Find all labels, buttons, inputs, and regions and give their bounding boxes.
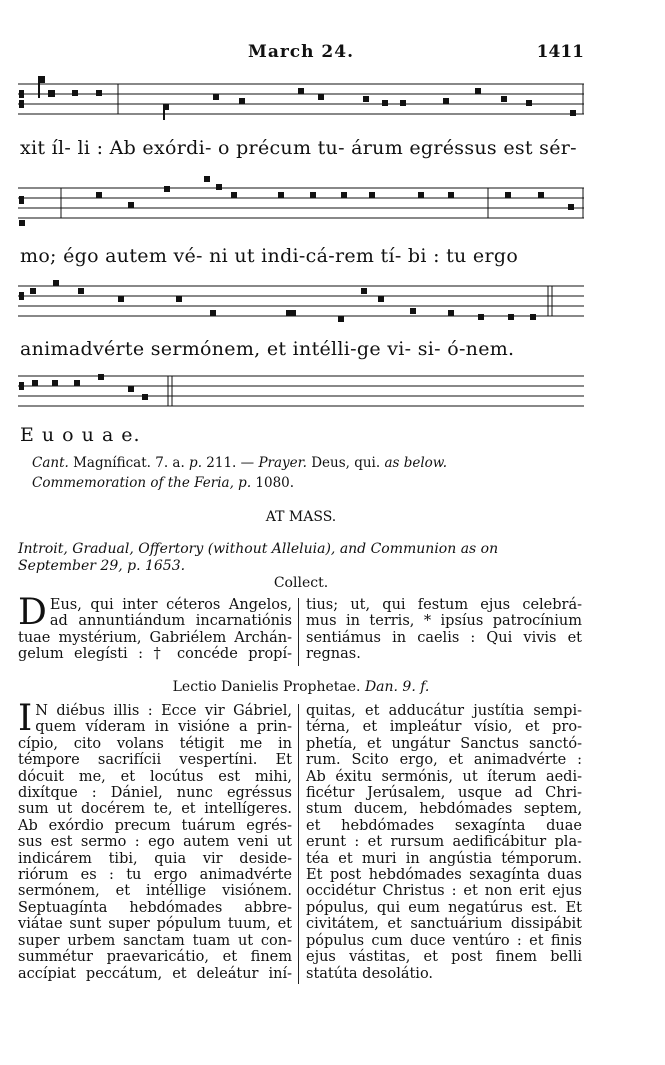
- lectio-left-line: sermónem, et intéllige visiónem.: [18, 883, 292, 900]
- lectio-left-line: viátae sunt super pópulum tuum, et: [18, 916, 292, 933]
- lectio-left-line: dixítque : Dániel, nunc egréssus: [18, 785, 292, 802]
- lectio-right-line: quitas, et adducátur justítia sempi-: [306, 703, 582, 719]
- lectio-right-line: stum ducem, hebdómades septem,: [306, 801, 582, 818]
- lectio-title: Lectio Danielis Prophetae.: [172, 679, 361, 695]
- lectio-dropcap: I: [18, 698, 33, 739]
- cant-text: Magníficat.: [68, 455, 156, 471]
- cant-mode: 7. a.: [155, 455, 185, 471]
- collect-right-line: mus in terris, * ipsíus patrocínium: [306, 613, 582, 630]
- lectio-left-line: quem víderam in visióne a prin-: [35, 719, 292, 736]
- collect-right-column: [306, 597, 582, 663]
- lectio-left-line: Ab exórdio precum tuárum egrés-: [18, 817, 292, 834]
- chant-lyric-4: E u o u a e.: [20, 424, 141, 446]
- lectio-left-line: témpore sacrifícii vespertíni. Et: [18, 752, 292, 769]
- cant-reference: [32, 455, 447, 471]
- lectio-right-line: pópulus cum duce ventúro : et finis: [306, 932, 582, 949]
- collect-dropcap: D: [18, 592, 47, 633]
- chant-staff-1: [18, 74, 584, 126]
- lectio-right-column: [306, 703, 582, 982]
- lectio-right-line: pópulus, qui eum negatúrus est. Et: [306, 899, 582, 916]
- lectio-right-line: térna, et impleátur vísio, et pro-: [306, 719, 582, 736]
- lectio-left-line: indicárem tibi, quia vir deside-: [18, 850, 292, 867]
- commemoration-text: Commemoration of the Feria, p.: [32, 475, 252, 491]
- chant-staff-2-svg: [18, 168, 584, 230]
- lectio-right-line: Ab éxitu sermónis, ut íterum aedi-: [306, 768, 582, 785]
- lectio-right-line: occidétur Christus : et non erit ejus: [306, 883, 582, 900]
- prayer-text: Deus, qui.: [306, 455, 385, 471]
- lectio-right-line: phetía, et ungátur Sanctus sanctó-: [306, 735, 582, 752]
- chant-lyric-3: animadvérte sermónem, et intélli-ge vi- si- ó-nem.: [20, 338, 515, 360]
- chant-staff-3-svg: [18, 274, 584, 334]
- lectio-left-line: accípiat peccátum, et deleátur iní-: [18, 965, 292, 982]
- lectio-left-line: riórum es : tu ergo animadvérte: [18, 867, 292, 884]
- lectio-left-column: [18, 698, 292, 982]
- collect-right-line: sentiámus in caelis : Qui vivis et: [306, 629, 582, 646]
- introit-line-2: September 29, p. 1653.: [18, 558, 186, 574]
- commemoration-page: 1080.: [251, 475, 295, 491]
- collect-column-divider: [298, 598, 299, 666]
- lectio-reference: Dan. 9. f.: [364, 679, 430, 695]
- page-number: 1411: [536, 42, 584, 62]
- lectio-left-line: super urbem sanctam tuam ut con-: [18, 932, 292, 949]
- chant-staff-1-svg: [18, 74, 584, 126]
- prayer-below: as below.: [384, 455, 448, 471]
- lectio-left-line: sum ut docérem te, et intellígeres.: [18, 801, 292, 818]
- chant-staff-4: [18, 370, 584, 416]
- cant-page: 211.: [206, 455, 237, 471]
- lectio-left-line: summétur praevaricátio, et finem: [18, 949, 292, 966]
- chant-staff-2: [18, 168, 584, 230]
- running-title: March 24.: [248, 42, 354, 62]
- cant-label: Cant.: [32, 455, 69, 471]
- chant-lyric-2: mo; égo autem vé- ni ut indi-cá-rem tí- bi : tu ergo: [20, 245, 519, 267]
- introit-line-1: Introit, Gradual, Offertory (without Alleluia), and Communion as on: [18, 541, 499, 557]
- collect-left-line: ad annuntiándum incarnatiónis: [49, 613, 292, 630]
- collect-left-column: [18, 592, 292, 663]
- collect-left-line: gelum elegísti : † concéde propí-: [18, 646, 292, 663]
- lectio-left-line: dócuit me, et locútus est mihi,: [18, 768, 292, 785]
- collect-right-line: tius; ut, qui festum ejus celebrá-: [306, 597, 582, 613]
- lectio-right-line: ficétur Jerúsalem, usque ad Chri-: [306, 785, 582, 802]
- prayer-label: Prayer.: [258, 455, 307, 471]
- collect-right-line: regnas.: [306, 646, 361, 663]
- cant-dash: —: [236, 455, 259, 471]
- lectio-column-divider: [298, 704, 299, 984]
- lectio-left-line: sus est sermo : ego autem veni ut: [18, 834, 292, 851]
- lectio-right-line: rum. Scito ergo, et animadvérte :: [306, 752, 582, 769]
- cant-p: p.: [184, 455, 207, 471]
- commemoration-reference: [32, 475, 294, 491]
- chant-lyric-1: xit íl- li : Ab exórdi- o précum tu- árum egréssus est sér-: [20, 137, 577, 159]
- at-mass-heading: AT MASS.: [265, 509, 337, 525]
- lectio-right-line: statúta desolátio.: [306, 965, 434, 982]
- chant-staff-4-svg: [18, 370, 584, 416]
- lectio-right-line: téa et muri in angústia témporum.: [306, 850, 582, 867]
- lectio-right-line: et hebdómades sexagínta duae: [306, 817, 582, 834]
- collect-heading: Collect.: [273, 575, 329, 591]
- chant-staff-3: [18, 274, 584, 334]
- lectio-left-line: N diébus illis : Ecce vir Gábriel,: [35, 703, 292, 719]
- lectio-left-line: cípio, cito volans tétigit me in: [18, 735, 292, 752]
- lectio-left-line: Septuagínta hebdómades abbre-: [18, 899, 292, 916]
- lectio-heading: [18, 679, 584, 695]
- introit-rubric: [18, 541, 584, 575]
- lectio-right-line: ejus vástitas, et post finem belli: [306, 949, 582, 966]
- lectio-right-line: Et post hebdómades sexagínta duas: [306, 867, 582, 884]
- lectio-right-line: civitátem, et sanctuárium dissipábit: [306, 916, 582, 933]
- page-header: [18, 42, 584, 64]
- lectio-right-line: erunt : et rursum aedificábitur pla-: [306, 834, 582, 851]
- collect-left-line: tuae mystérium, Gabriélem Archán-: [18, 629, 292, 646]
- collect-left-line: Eus, qui inter céteros Angelos,: [49, 597, 292, 613]
